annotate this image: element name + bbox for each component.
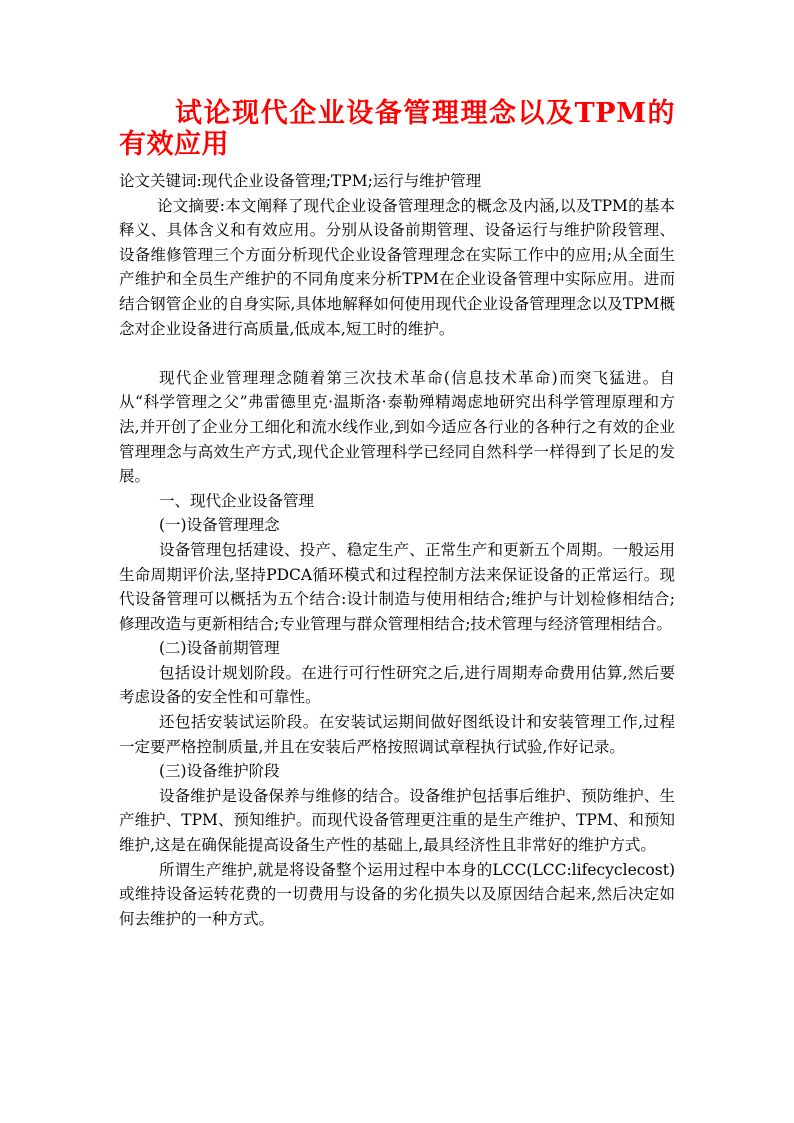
subsection-1-paragraph: 设备管理包括建设、投产、稳定生产、正常生产和更新五个周期。一般运用生命周期评价法,坚持PDCA循环模式和过程控制方法来保证设备的正常运行。现代设备管理可以概括为五个结合:设计制造与使用相结合;维护与计划检修相结合;修理改造与更新相结合;专业管理与群众管理相结合;技术管理与经济管理相结合。 — [119, 540, 675, 633]
subsection-heading-3: (三)设备维护阶段 — [159, 762, 280, 781]
subsection-3-paragraph-1: 设备维护是设备保养与维修的结合。设备维护包括事后维护、预防维护、生产维护、TPM、预知维护。而现代设备管理更注重的是生产维护、TPM、和预知维护,这是在确保能提高设备生产性的基础上,最具经济性且非常好的维护方式。 — [119, 786, 675, 855]
document-page — [119, 98, 675, 931]
subsection-heading-2: (二)设备前期管理 — [159, 639, 280, 658]
subsection-heading-1: (一)设备管理理念 — [159, 516, 280, 535]
intro-paragraph: 现代企业管理理念随着第三次技术革命(信息技术革命)而突飞猛进。自从“科学管理之父”弗雷德里克·温斯洛·泰勒殚精竭虑地研究出科学管理原理和方法,并开创了企业分工细化和流水线作业,到如今适应各行业的各种行之有效的企业管理理念与高效生产方式,现代企业管理科学已经同自然科学一样得到了长足的发展。 — [119, 368, 675, 486]
document-title: 试论现代企业设备管理理念以及TPM的有效应用 — [119, 98, 675, 160]
subsection-2-paragraph-2: 还包括安装试运阶段。在安装试运期间做好图纸设计和安装管理工作,过程一定要严格控制质量,并且在安装后严格按照调试章程执行试验,作好记录。 — [119, 713, 675, 756]
subsection-3-paragraph-2: 所谓生产维护,就是将设备整个运用过程中本身的LCC(LCC:lifecyclecost)或维持设备运转花费的一切费用与设备的劣化损失以及原因结合起来,然后决定如何去维护的一种方式。 — [119, 860, 675, 928]
keywords-line: 论文关键词:现代企业设备管理;TPM;运行与维护管理 — [119, 172, 482, 190]
subsection-2-paragraph-1: 包括设计规划阶段。在进行可行性研究之后,进行周期寿命费用估算,然后要考虑设备的安全性和可靠性。 — [119, 663, 675, 707]
section-heading-1: 一、现代企业设备管理 — [159, 491, 315, 510]
abstract-paragraph: 论文摘要:本文阐释了现代企业设备管理理念的概念及内涵,以及TPM的基本释义、具体含义和有效应用。分别从设备前期管理、设备运行与维护阶段管理、设备维修管理三个方面分析现代企业设备管理理念在实际工作中的应用;从全面生产维护和全员生产维护的不同角度来分析TPM在企业设备管理中实际应用。进而结合钢管企业的自身实际,具体地解释如何使用现代企业设备管理理念以及TPM概念对企业设备进行高质量,低成本,短工时的维护。 — [119, 196, 675, 338]
blank-line — [119, 341, 675, 366]
